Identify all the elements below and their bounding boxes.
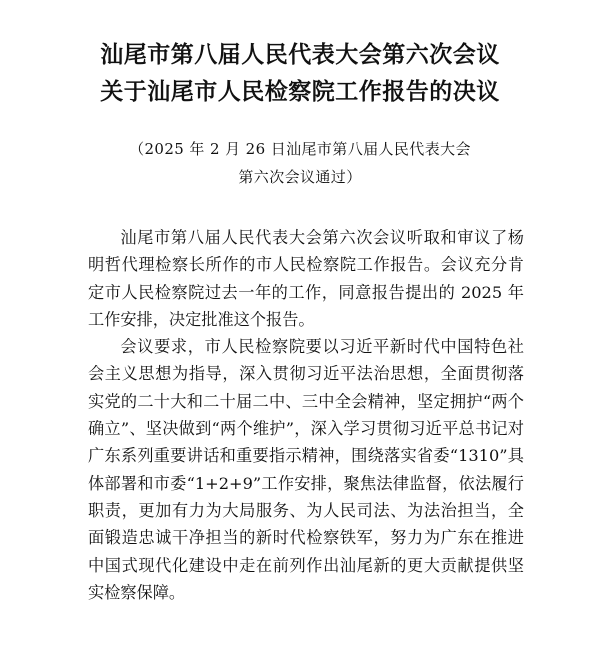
- document-title-line2: 关于汕尾市人民检察院工作报告的决议: [100, 79, 500, 105]
- body-paragraph-1: 汕尾市第八届人民代表大会第六次会议听取和审议了杨明哲代理检察长所作的市人民检察院工作报告。会议充分肯定市人民检察院过去一年的工作，同意报告提出的 2025 年工作安排，决定批准这个报告。: [88, 228, 524, 329]
- adoption-note-line1: （2025 年 2 月 26 日汕尾市第八届人民代表大会: [129, 140, 471, 158]
- adoption-note-line2: 第六次会议通过）: [238, 168, 362, 186]
- body-paragraph-2: 会议要求，市人民检察院要以习近平新时代中国特色社会主义思想为指导，深入贯彻习近平法治思想，全面贯彻落实党的二十大和二十届二中、三中全会精神，坚定拥护“两个确立”、坚决做到“两个维护”，深入学习贯彻习近平总书记对广东系列重要讲话和重要指示精神，围绕落实省委“1310”具体部署和市委“1+2+9”工作安排，聚焦法律监督，依法履行职责，更加有力为大局服务、为人民司法、为法治担当，全面锻造忠诚干净担当的新时代检察铁军，努力为广东在推进中国式现代化建设中走在前列作出汕尾新的更大贡献提供坚实检察保障。: [88, 337, 524, 602]
- document-title-line1: 汕尾市第八届人民代表大会第六次会议: [100, 42, 500, 68]
- resolution-body: [88, 224, 524, 606]
